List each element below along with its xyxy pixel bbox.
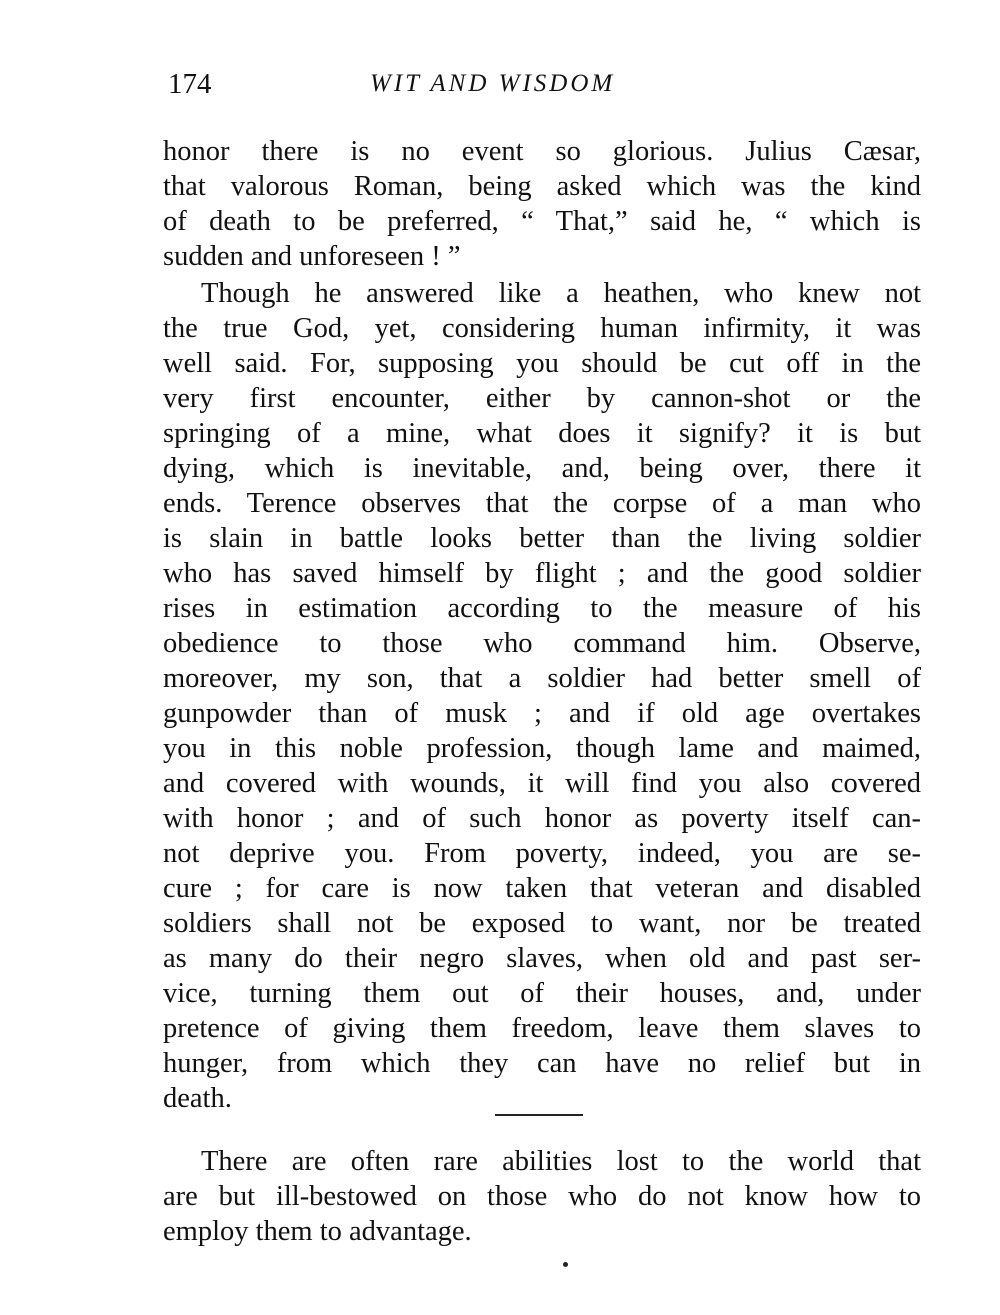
text-line: springing of a mine, what does it signify? it is but [163, 418, 921, 449]
text-line: honor there is no event so glorious. Julius Cæsar, [163, 136, 921, 167]
text-line: soldiers shall not be exposed to want, nor be treated [163, 908, 921, 939]
text-line: obedience to those who command him. Observe, [163, 628, 921, 659]
text-line: employ them to advantage. [163, 1216, 472, 1247]
text-line: are but ill-bestowed on those who do not know how to [163, 1181, 921, 1212]
text-line: is slain in battle looks better than the living soldier [163, 523, 921, 554]
ink-dot [563, 1262, 568, 1267]
text-line: dying, which is inevitable, and, being over, there it [163, 453, 921, 484]
text-line: the true God, yet, considering human infirmity, it was [163, 313, 921, 344]
text-line: cure ; for care is now taken that veteran and disabled [163, 873, 921, 904]
text-line: There are often rare abilities lost to the world that [201, 1146, 921, 1177]
text-line: not deprive you. From poverty, indeed, you are se- [163, 838, 921, 869]
text-line: ends. Terence observes that the corpse of a man who [163, 488, 921, 519]
text-line: that valorous Roman, being asked which was the kind [163, 171, 921, 202]
section-divider [495, 1114, 583, 1116]
paragraph-3 [163, 1144, 921, 1249]
text-line: as many do their negro slaves, when old and past ser- [163, 943, 921, 974]
text-line: of death to be preferred, “ That,” said he, “ which is [163, 206, 921, 237]
running-title: WIT AND WISDOM [370, 70, 616, 97]
text-line: you in this noble profession, though lame and maimed, [163, 733, 921, 764]
paragraph-2 [163, 276, 921, 1116]
text-line: gunpowder than of musk ; and if old age overtakes [163, 698, 921, 729]
text-line: and covered with wounds, it will find you also covered [163, 768, 921, 799]
text-line: well said. For, supposing you should be cut off in the [163, 348, 921, 379]
text-line: vice, turning them out of their houses, and, under [163, 978, 921, 1009]
paragraph-1 [163, 134, 921, 274]
text-line: moreover, my son, that a soldier had better smell of [163, 663, 921, 694]
text-line: Though he answered like a heathen, who knew not [201, 278, 921, 309]
text-line: who has saved himself by flight ; and the good soldier [163, 558, 921, 589]
text-line: very first encounter, either by cannon-shot or the [163, 383, 921, 414]
text-line: with honor ; and of such honor as poverty itself can- [163, 803, 921, 834]
text-line: pretence of giving them freedom, leave them slaves to [163, 1013, 921, 1044]
text-line: rises in estimation according to the measure of his [163, 593, 921, 624]
page-number: 174 [168, 68, 212, 100]
text-line: death. [163, 1083, 232, 1114]
text-line: hunger, from which they can have no relief but in [163, 1048, 921, 1079]
text-line: sudden and unforeseen ! ” [163, 241, 461, 272]
